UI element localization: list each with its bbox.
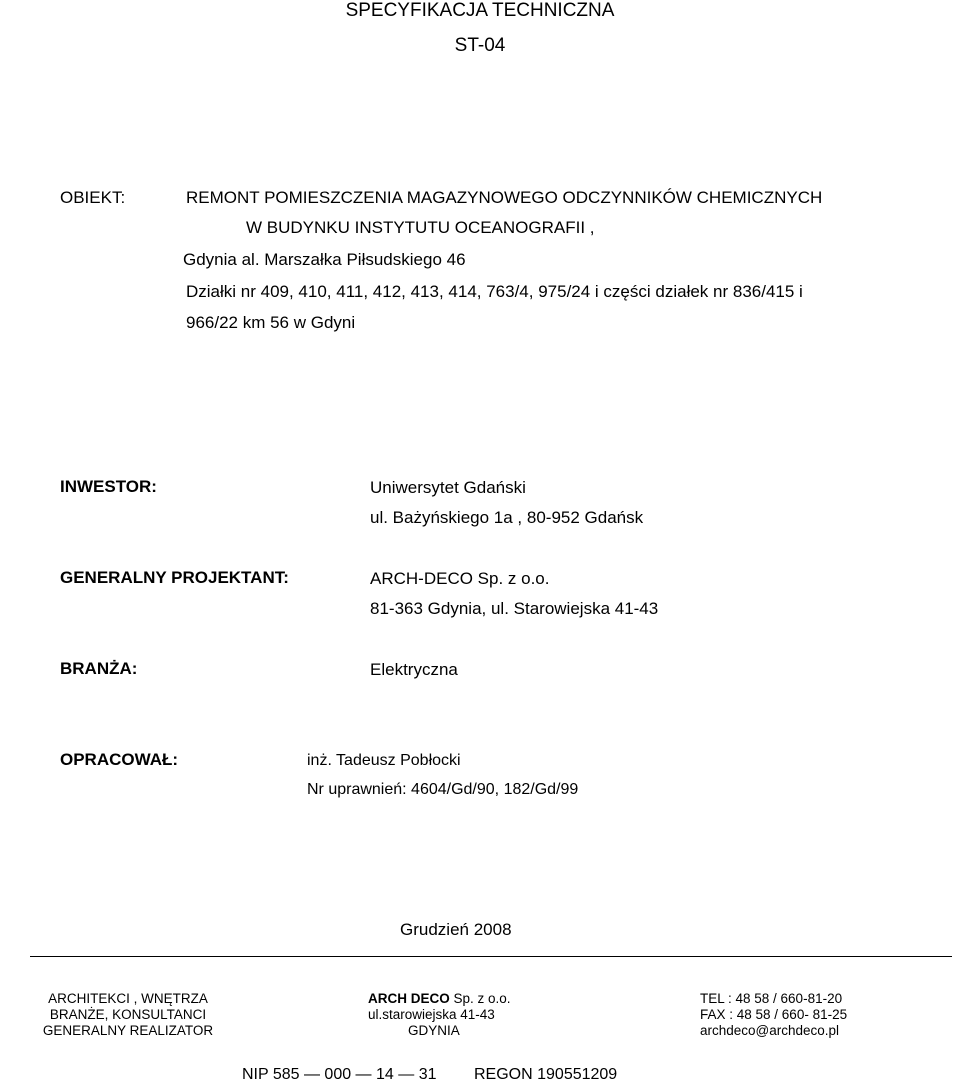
author-name: inż. Tadeusz Pobłocki	[307, 752, 461, 769]
investor-label: INWESTOR:	[60, 477, 157, 496]
footer-fax: FAX : 48 58 / 660- 81-25	[700, 1007, 848, 1022]
designer-address: 81-363 Gdynia, ul. Starowiejska 41-43	[370, 599, 659, 618]
document-code: ST-04	[454, 35, 506, 56]
object-address: Gdynia al. Marszałka Piłsudskiego 46	[183, 250, 466, 269]
footer-divider	[30, 956, 952, 957]
document-title: SPECYFIKACJA TECHNICZNA	[345, 0, 615, 21]
footer-company-suffix: Sp. z o.o.	[449, 991, 511, 1006]
footer-city: GDYNIA	[408, 1023, 460, 1038]
designer-name: ARCH-DECO Sp. z o.o.	[370, 569, 550, 588]
object-plots: Działki nr 409, 410, 411, 412, 413, 414, 763/4, 975/24 i części działek nr 836/415 i	[186, 282, 803, 301]
footer-services-2: BRANŻE, KONSULTANCI	[49, 1007, 207, 1022]
object-plots-continued: 966/22 km 56 w Gdyni	[186, 313, 356, 332]
document-date: Grudzień 2008	[400, 920, 512, 939]
object-line-1: REMONT POMIESZCZENIA MAGAZYNOWEGO ODCZYNNIKÓW CHEMICZNYCH	[186, 188, 823, 207]
author-label: OPRACOWAŁ:	[60, 750, 179, 769]
branch-value: Elektryczna	[370, 660, 458, 679]
footer-regon: REGON 190551209	[474, 1066, 618, 1083]
footer-services-1: ARCHITEKCI , WNĘTRZA	[48, 991, 208, 1006]
designer-label: GENERALNY PROJEKTANT:	[60, 568, 289, 587]
object-line-2: W BUDYNKU INSTYTUTU OCEANOGRAFII ,	[246, 218, 595, 237]
footer-company	[368, 991, 511, 1006]
footer-phone: TEL : 48 58 / 660-81-20	[700, 991, 843, 1006]
investor-name: Uniwersytet Gdański	[370, 478, 526, 497]
footer-company-name: ARCH DECO	[368, 991, 450, 1006]
footer-email[interactable]: archdeco@archdeco.pl	[700, 1023, 840, 1038]
investor-address: ul. Bażyńskiego 1a , 80-952 Gdańsk	[370, 508, 644, 527]
footer-nip: NIP 585 — 000 — 14 — 31	[242, 1066, 437, 1083]
footer-street: ul.starowiejska 41-43	[368, 1007, 495, 1022]
footer-services-3: GENERALNY REALIZATOR	[42, 1023, 214, 1038]
branch-label: BRANŻA:	[60, 659, 138, 678]
author-license: Nr uprawnień: 4604/Gd/90, 182/Gd/99	[307, 781, 579, 798]
object-label: OBIEKT:	[60, 188, 126, 207]
